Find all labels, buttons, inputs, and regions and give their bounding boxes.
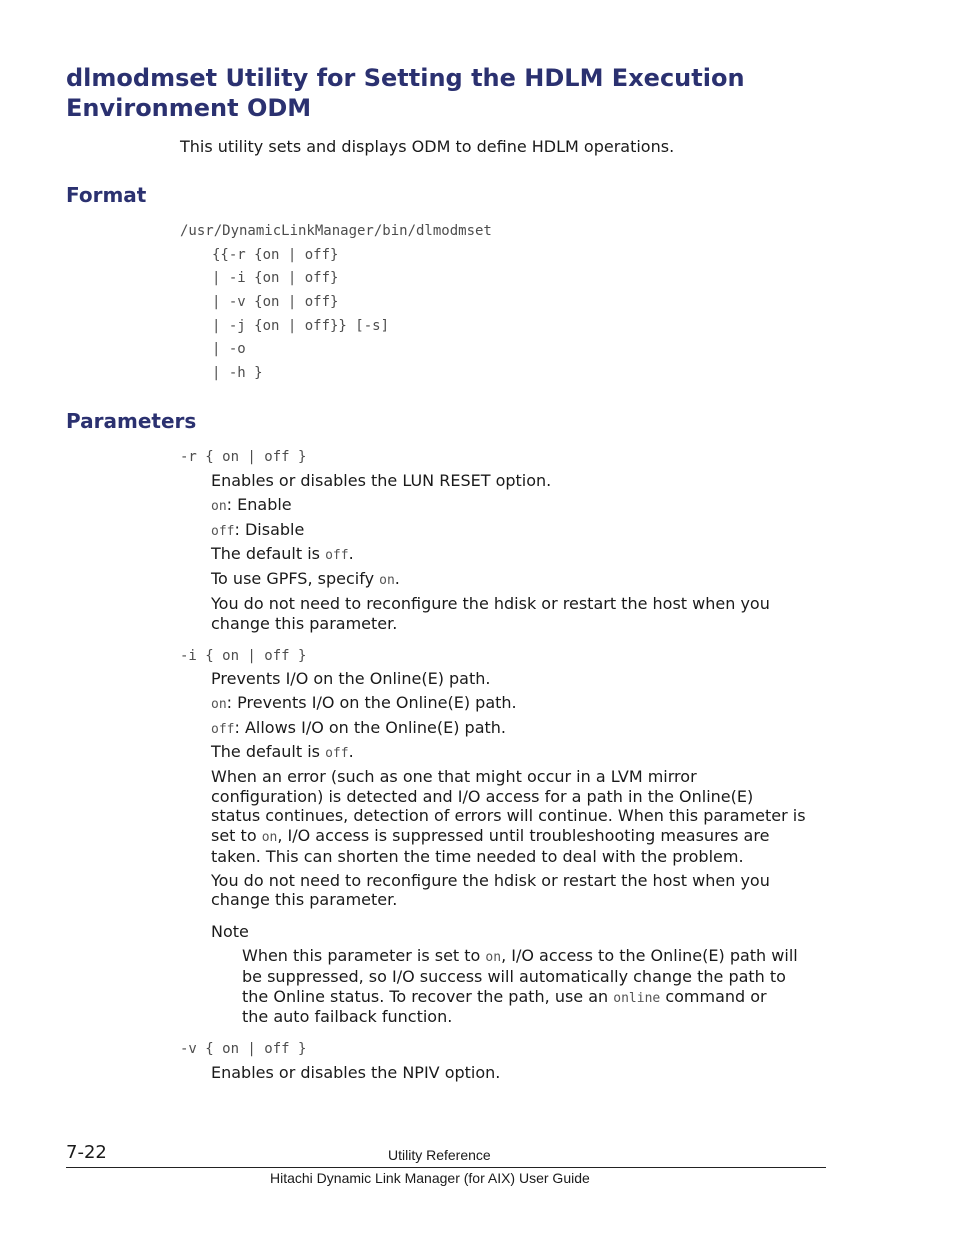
footer-divider — [66, 1167, 826, 1168]
format-option-line: | -h } — [212, 365, 263, 381]
format-command-path: /usr/DynamicLinkManager/bin/dlmodmset — [180, 223, 492, 239]
param-i-off-value: off: Allows I/O on the Online(E) path. — [211, 718, 506, 737]
footer-book-title: Hitachi Dynamic Link Manager (for AIX) User Guide — [270, 1170, 590, 1186]
param-i-default: The default is off. — [211, 742, 354, 761]
param-i-error-line-4: set to on, I/O access is suppressed until troubleshooting measures are — [211, 826, 770, 845]
note-line-3: the Online status. To recover the path, use an online command or — [242, 987, 767, 1006]
param-r-syntax: -r { on | off } — [180, 449, 307, 465]
param-r-description: Enables or disables the LUN RESET option. — [211, 471, 552, 490]
format-option-line: | -v {on | off} — [212, 294, 339, 310]
param-i-error-line-2: configuration) is detected and I/O access for a path in the Online(E) — [211, 787, 754, 806]
page-title-line-2: Environment ODM — [66, 94, 312, 122]
format-heading: Format — [66, 183, 147, 207]
param-i-error-line-1: When an error (such as one that might occur in a LVM mirror — [211, 767, 697, 786]
intro-text: This utility sets and displays ODM to define HDLM operations. — [180, 137, 675, 156]
param-v-syntax: -v { on | off } — [180, 1041, 307, 1057]
param-r-reconfigure-line-1: You do not need to reconfigure the hdisk or restart the host when you — [211, 594, 770, 613]
param-i-on-value: on: Prevents I/O on the Online(E) path. — [211, 693, 517, 712]
format-option-line: {{-r {on | off} — [212, 247, 339, 263]
page-number: 7-22 — [66, 1142, 107, 1163]
param-r-gpfs-note: To use GPFS, specify on. — [211, 569, 400, 588]
param-i-reconfigure-line-1: You do not need to reconfigure the hdisk or restart the host when you — [211, 871, 770, 890]
param-r-on-value: on: Enable — [211, 495, 292, 514]
parameters-heading: Parameters — [66, 409, 197, 433]
param-i-error-line-3: status continues, detection of errors will continue. When this parameter is — [211, 806, 806, 825]
footer-section-title: Utility Reference — [388, 1147, 491, 1163]
param-r-off-value: off: Disable — [211, 520, 305, 539]
note-label: Note — [211, 922, 249, 941]
param-v-description: Enables or disables the NPIV option. — [211, 1063, 501, 1082]
param-i-reconfigure-line-2: change this parameter. — [211, 890, 398, 909]
note-line-2: be suppressed, so I/O success will automatically change the path to — [242, 967, 786, 986]
param-r-reconfigure-line-2: change this parameter. — [211, 614, 398, 633]
param-i-error-line-5: taken. This can shorten the time needed to deal with the problem. — [211, 847, 744, 866]
page-title-line-1: dlmodmset Utility for Setting the HDLM Execution — [66, 64, 745, 92]
note-line-1: When this parameter is set to on, I/O access to the Online(E) path will — [242, 946, 798, 965]
param-r-default: The default is off. — [211, 544, 354, 563]
format-option-line: | -o — [212, 341, 246, 357]
param-i-syntax: -i { on | off } — [180, 648, 307, 664]
note-line-4: the auto failback function. — [242, 1007, 453, 1026]
format-option-line: | -j {on | off}} [-s] — [212, 318, 390, 334]
param-i-description: Prevents I/O on the Online(E) path. — [211, 669, 491, 688]
format-option-line: | -i {on | off} — [212, 270, 339, 286]
